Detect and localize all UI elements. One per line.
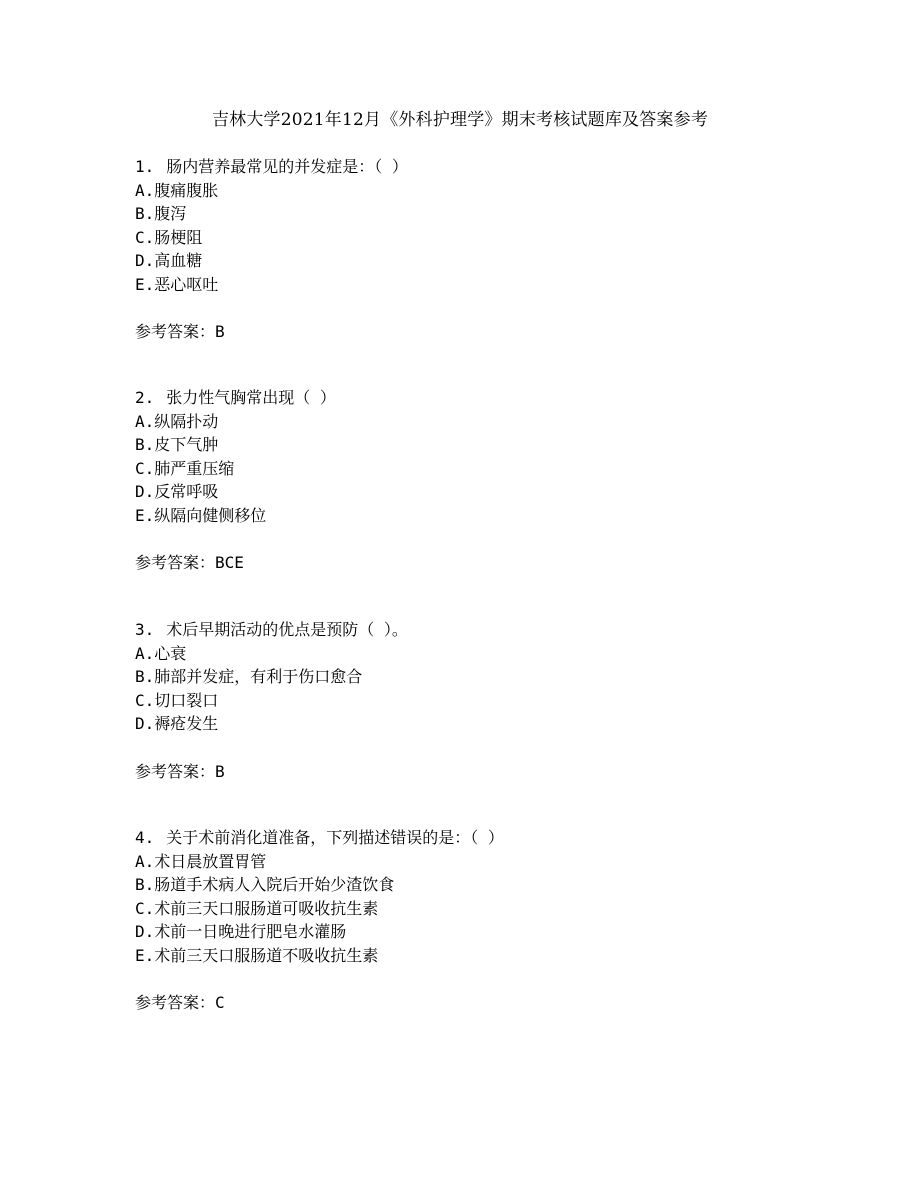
question-number: 3. — [135, 620, 155, 639]
answer-label: 参考答案： — [135, 993, 216, 1012]
question-text: 关于术前消化道准备，下列描述错误的是：（ ） — [166, 828, 504, 847]
option-b: B.皮下气肿 — [135, 435, 219, 454]
question-text: 术后早期活动的优点是预防（ ）。 — [166, 620, 408, 639]
option-a: A.术日晨放置胃管 — [135, 851, 267, 871]
option-a: A.心衰 — [135, 643, 187, 663]
option-c: C.术前三天口服肠道可吸收抗生素 — [135, 898, 379, 918]
question-4 — [135, 826, 835, 1015]
option-a: A.纵隔扑动 — [135, 411, 219, 431]
option-c: C.肺严重压缩 — [135, 458, 235, 478]
answer-value: BCE — [215, 553, 244, 572]
option-b: B.腹泻 — [135, 204, 187, 223]
answer-line — [135, 320, 835, 344]
answer-label: 参考答案： — [135, 553, 216, 572]
answer-value: B — [215, 761, 225, 781]
question-number: 1. — [135, 157, 155, 176]
option-e: E.纵隔向健侧移位 — [135, 505, 267, 525]
option-d: D.术前一日晚进行肥皂水灌肠 — [135, 922, 347, 941]
page-title: 吉林大学2021年12月《外科护理学》期末考核试题库及答案参考 — [211, 110, 709, 130]
answer-line — [135, 760, 835, 784]
question-2 — [135, 386, 835, 575]
question-text: 张力性气胸常出现（ ） — [166, 388, 336, 407]
answer-value: B — [215, 322, 225, 341]
question-stem — [135, 618, 835, 642]
question-3 — [135, 618, 835, 783]
question-stem — [135, 386, 835, 410]
option-b: B.肠道手术病人入院后开始少渣饮食 — [135, 875, 395, 894]
option-b: B.肺部并发症，有利于伤口愈合 — [135, 667, 363, 686]
answer-value: C — [215, 993, 225, 1012]
option-d: D.高血糖 — [135, 251, 203, 270]
question-text: 肠内营养最常见的并发症是：（ ） — [166, 157, 408, 176]
answer-line — [135, 551, 835, 575]
option-d: D.反常呼吸 — [135, 482, 219, 501]
option-e: E.恶心呕吐 — [135, 274, 219, 294]
option-c: C.切口裂口 — [135, 690, 219, 710]
question-1 — [135, 155, 835, 344]
option-e: E.术前三天口服肠道不吸收抗生素 — [135, 945, 379, 965]
question-stem — [135, 826, 835, 850]
answer-label: 参考答案： — [135, 322, 216, 341]
question-number: 2. — [135, 388, 155, 407]
question-stem — [135, 155, 835, 179]
question-number: 4. — [135, 828, 155, 847]
option-d: D.褥疮发生 — [135, 714, 219, 733]
option-c: C.肠梗阻 — [135, 227, 203, 247]
answer-label: 参考答案： — [135, 761, 216, 781]
answer-line — [135, 991, 835, 1015]
option-a: A.腹痛腹胀 — [135, 180, 219, 200]
